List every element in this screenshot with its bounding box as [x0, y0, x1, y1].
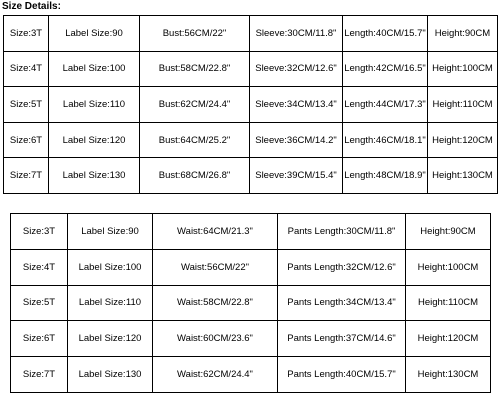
- pants-length-cell: Pants Length:40CM/15.7": [278, 357, 406, 393]
- height-cell: Height:100CM: [428, 51, 498, 87]
- label-size-cell: Label Size:90: [68, 214, 153, 250]
- pants-length-cell: Pants Length:32CM/12.6": [278, 249, 406, 285]
- table-row: [4, 158, 498, 194]
- label-size-cell: Label Size:130: [68, 357, 153, 393]
- table-row: [4, 122, 498, 158]
- waist-cell: Waist:58CM/22.8": [153, 285, 278, 321]
- size-cell: Size:6T: [11, 321, 68, 357]
- sleeve-cell: Sleeve:34CM/13.4": [250, 87, 343, 123]
- bust-cell: Bust:56CM/22": [140, 16, 250, 52]
- pants-length-cell: Pants Length:30CM/11.8": [278, 214, 406, 250]
- length-cell: Length:42CM/16.5": [343, 51, 428, 87]
- height-cell: Height:130CM: [406, 357, 491, 393]
- sleeve-cell: Sleeve:36CM/14.2": [250, 122, 343, 158]
- sleeve-cell: Sleeve:39CM/15.4": [250, 158, 343, 194]
- size-cell: Size:6T: [4, 122, 49, 158]
- table-row: [11, 249, 491, 285]
- size-cell: Size:7T: [11, 357, 68, 393]
- label-size-cell: Label Size:100: [49, 51, 140, 87]
- height-cell: Height:90CM: [428, 16, 498, 52]
- size-cell: Size:5T: [11, 285, 68, 321]
- size-cell: Size:3T: [11, 214, 68, 250]
- height-cell: Height:110CM: [428, 87, 498, 123]
- bottom-size-table: [10, 213, 491, 393]
- top-size-table: [3, 15, 498, 194]
- size-cell: Size:5T: [4, 87, 49, 123]
- length-cell: Length:48CM/18.9": [343, 158, 428, 194]
- table-row: [4, 51, 498, 87]
- label-size-cell: Label Size:130: [49, 158, 140, 194]
- sleeve-cell: Sleeve:32CM/12.6": [250, 51, 343, 87]
- label-size-cell: Label Size:100: [68, 249, 153, 285]
- length-cell: Length:40CM/15.7": [343, 16, 428, 52]
- table-row: [11, 357, 491, 393]
- height-cell: Height:120CM: [406, 321, 491, 357]
- label-size-cell: Label Size:110: [49, 87, 140, 123]
- waist-cell: Waist:60CM/23.6": [153, 321, 278, 357]
- bust-cell: Bust:64CM/25.2": [140, 122, 250, 158]
- sleeve-cell: Sleeve:30CM/11.8": [250, 16, 343, 52]
- size-details-heading: Size Details:: [2, 1, 61, 12]
- table-row: [4, 16, 498, 52]
- pants-length-cell: Pants Length:37CM/14.6": [278, 321, 406, 357]
- bust-cell: Bust:68CM/26.8": [140, 158, 250, 194]
- label-size-cell: Label Size:110: [68, 285, 153, 321]
- height-cell: Height:110CM: [406, 285, 491, 321]
- waist-cell: Waist:64CM/21.3": [153, 214, 278, 250]
- bust-cell: Bust:62CM/24.4": [140, 87, 250, 123]
- height-cell: Height:130CM: [428, 158, 498, 194]
- length-cell: Length:44CM/17.3": [343, 87, 428, 123]
- label-size-cell: Label Size:90: [49, 16, 140, 52]
- table-row: [11, 321, 491, 357]
- height-cell: Height:120CM: [428, 122, 498, 158]
- waist-cell: Waist:62CM/24.4": [153, 357, 278, 393]
- size-cell: Size:4T: [4, 51, 49, 87]
- pants-length-cell: Pants Length:34CM/13.4": [278, 285, 406, 321]
- size-cell: Size:4T: [11, 249, 68, 285]
- size-cell: Size:7T: [4, 158, 49, 194]
- label-size-cell: Label Size:120: [68, 321, 153, 357]
- length-cell: Length:46CM/18.1": [343, 122, 428, 158]
- size-cell: Size:3T: [4, 16, 49, 52]
- height-cell: Height:100CM: [406, 249, 491, 285]
- bust-cell: Bust:58CM/22.8": [140, 51, 250, 87]
- label-size-cell: Label Size:120: [49, 122, 140, 158]
- table-row: [11, 285, 491, 321]
- table-row: [11, 214, 491, 250]
- table-row: [4, 87, 498, 123]
- waist-cell: Waist:56CM/22": [153, 249, 278, 285]
- height-cell: Height:90CM: [406, 214, 491, 250]
